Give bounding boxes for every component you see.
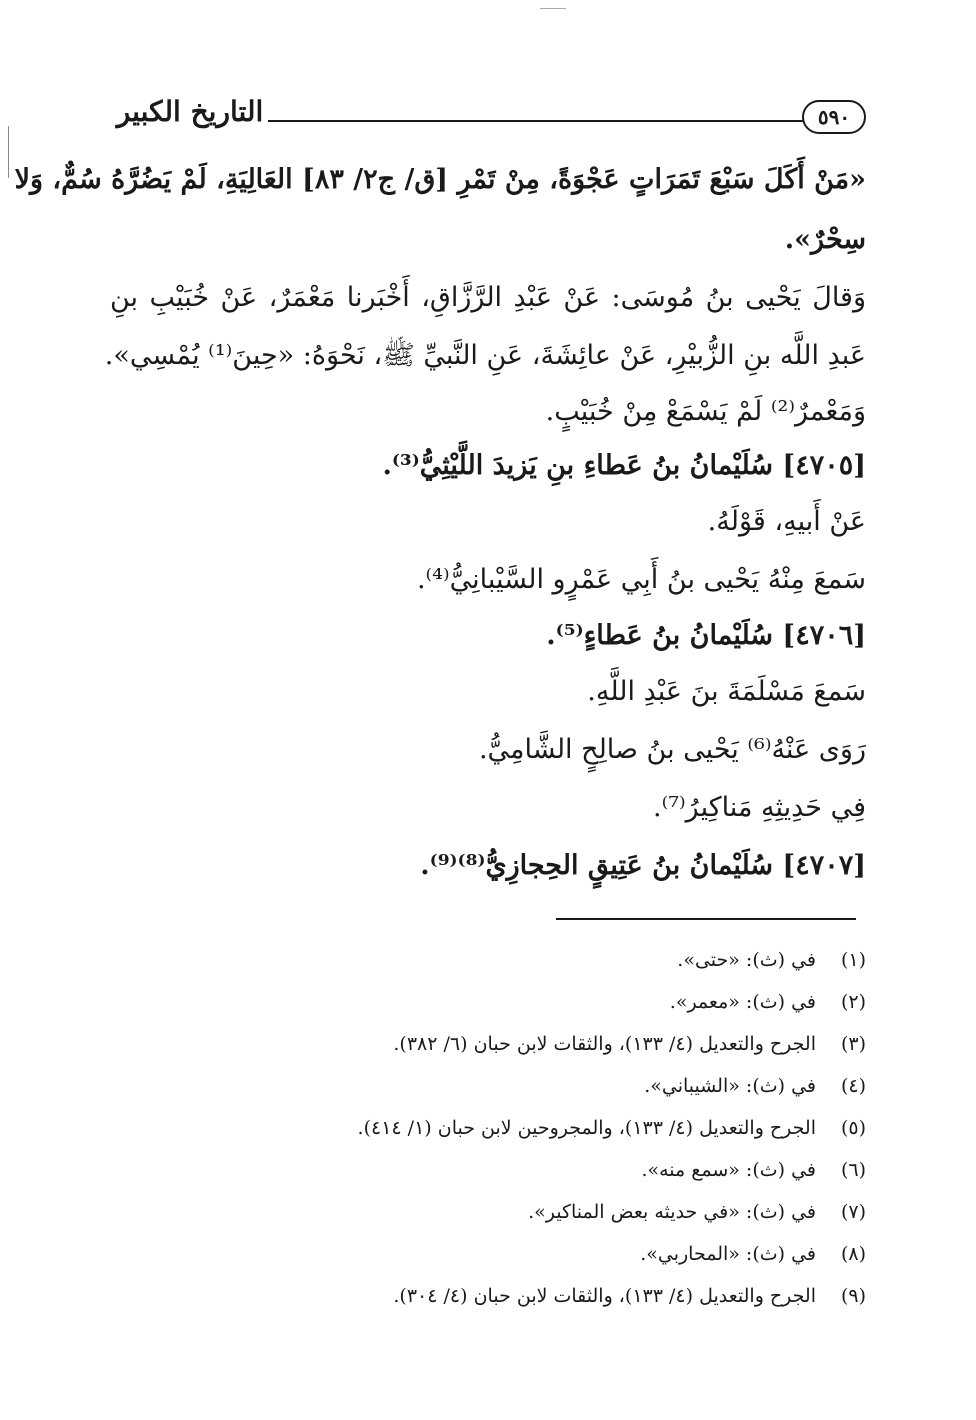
footnote-6 [641, 1156, 866, 1184]
footnote-number: (٤) [840, 1075, 866, 1097]
footnote-number: (٩) [840, 1285, 866, 1307]
text-line-12: فِي حَدِيثِهِ مَناكِيرُ⁽⁷⁾. [653, 792, 866, 823]
text-line-10: سَمعَ مَسْلَمَةَ بنَ عَبْدِ اللَّهِ. [587, 676, 866, 707]
footnote-text: الجرح والتعديل (٤/ ١٣٣)، والثقات لابن حبان (٦/ ٣٨٢). [393, 1033, 816, 1055]
entry-heading-4707: [٤٧٠٧] سُلَيْمانُ بنُ عَتِيقٍ الحِجازِيُّ⁽⁸⁾⁽⁹⁾. [420, 850, 866, 881]
running-title: التاريخ الكبير [116, 95, 264, 128]
page-number: ٥٩٠ [802, 100, 866, 134]
entry-heading-4705: [٤٧٠٥] سُلَيْمانُ بنُ عَطاءِ بنِ يَزيدَ اللَّيْثِيُّ⁽³⁾. [382, 450, 866, 481]
footnote-text: في (ث): «سمع منه». [641, 1159, 816, 1181]
footnote-9 [393, 1282, 866, 1310]
text-line-2: سِحْرٌ». [784, 224, 866, 255]
footnote-number: (١) [840, 949, 866, 971]
entry-heading-4706: [٤٧٠٦] سُلَيْمانُ بنُ عَطاءٍ⁽⁵⁾. [546, 620, 866, 651]
footnote-text: في (ث): «الشيباني». [644, 1075, 816, 1097]
footnote-7 [528, 1198, 866, 1226]
footnote-text: الجرح والتعديل (٤/ ١٣٣)، والمجروحين لابن حبان (١/ ٤١٤). [357, 1117, 816, 1139]
footnote-number: (٧) [840, 1201, 866, 1223]
header-rule [268, 120, 804, 122]
footnote-4 [644, 1072, 866, 1100]
footnote-text: في (ث): «حتى». [677, 949, 816, 971]
text-line-3: وَقالَ يَحْيى بنُ مُوسَى: عَنْ عَبْدِ الرَّزَّاقِ، أَخْبَرنا مَعْمَرٌ، عَنْ خُبَيْبِ بنِ [110, 282, 866, 313]
footnote-text: في (ث): «معمر». [669, 991, 816, 1013]
margin-mark [8, 126, 9, 178]
footnote-number: (٢) [840, 991, 866, 1013]
footnote-8 [640, 1240, 866, 1268]
footnote-3 [393, 1030, 866, 1058]
footnote-text: في (ث): «المحاربي». [640, 1243, 816, 1265]
text-line-5: وَمَعْمرٌ⁽²⁾ لَمْ يَسْمَعْ مِنْ خُبَيْبٍ. [545, 396, 866, 427]
footnote-separator [556, 918, 856, 920]
footnote-number: (٣) [840, 1033, 866, 1055]
text-line-7: عَنْ أَبيهِ، قَوْلَهُ. [707, 506, 866, 537]
footnote-number: (٦) [840, 1159, 866, 1181]
scan-mark [540, 8, 566, 9]
footnote-2 [670, 988, 866, 1016]
footnote-5 [358, 1114, 866, 1142]
footnote-number: (٨) [840, 1243, 866, 1265]
footnote-text: الجرح والتعديل (٤/ ١٣٣)، والثقات لابن حبان (٤/ ٣٠٤). [393, 1285, 816, 1307]
text-line-1: «مَنْ أَكَلَ سَبْعَ تَمَرَاتٍ عَجْوَةً، مِنْ تَمْرِ [ق/ ج٢/ ٨٣] العَالِيَةِ، لَمْ يَضُرَّهُ سُمٌّ، وَلا [14, 164, 866, 195]
text-line-4: عَبدِ اللَّه بنِ الزُّبيْرِ، عَنْ عائِشَةَ، عَنِ النَّبيِّ ﷺ، نَحْوَهُ: «حِينَ⁽¹⁾ يُمْسِي». [104, 340, 866, 371]
footnote-text: في (ث): «في حديثه بعض المناكير». [528, 1201, 816, 1223]
text-line-8: سَمعَ مِنْهُ يَحْيى بنُ أَبِي عَمْرٍو السَّيْبانِيُّ⁽⁴⁾. [416, 564, 866, 595]
footnote-1 [677, 946, 866, 974]
text-line-11: رَوَى عَنْهُ⁽⁶⁾ يَحْيى بنُ صالِحٍ الشَّامِيُّ. [478, 734, 866, 765]
footnote-number: (٥) [840, 1117, 866, 1139]
